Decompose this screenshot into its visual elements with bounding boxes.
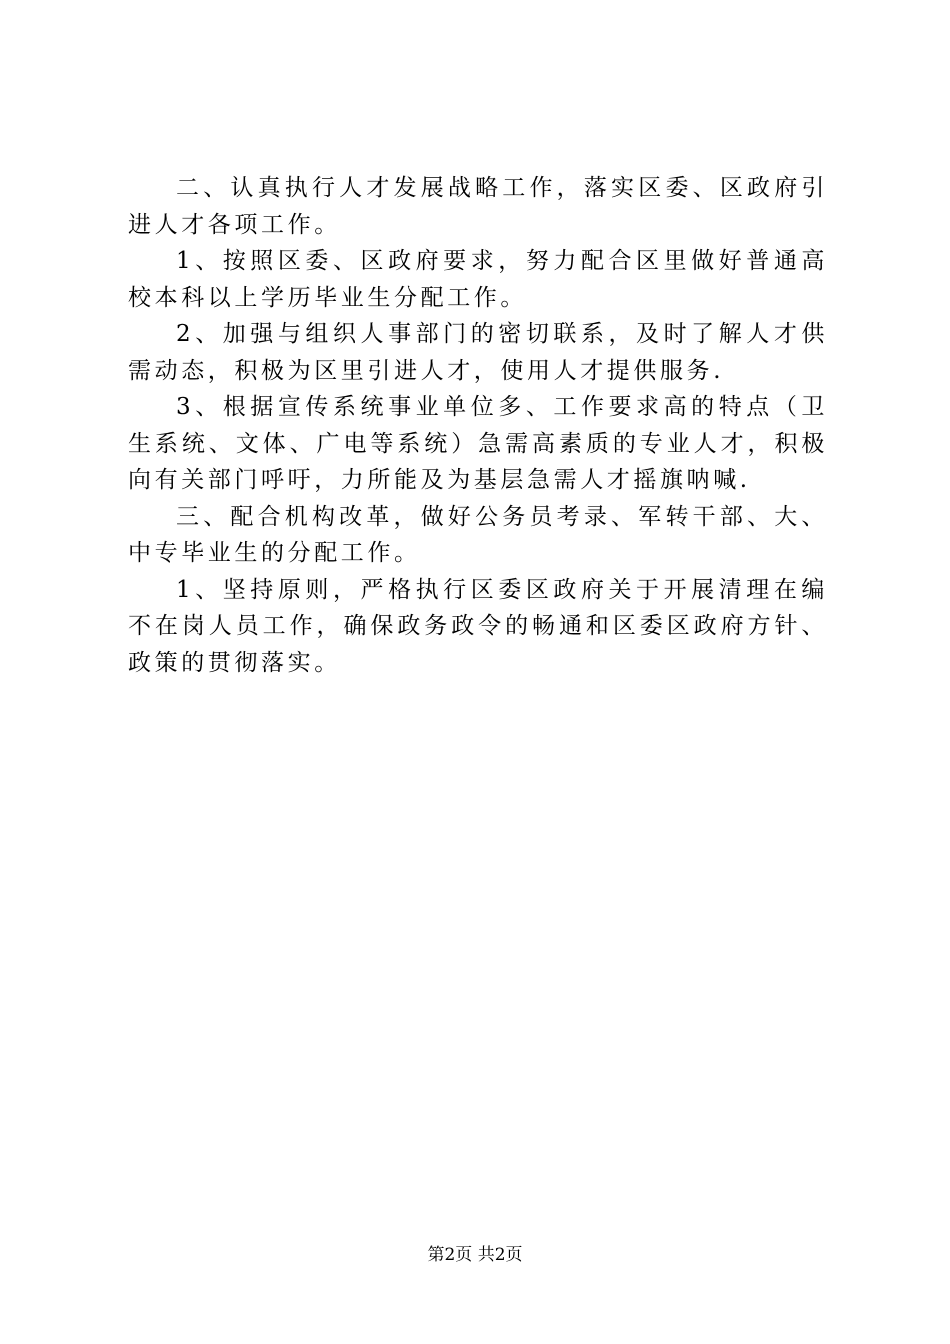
document-body: [128, 170, 828, 681]
paragraph-item-1b: 1、坚持原则，严格执行区委区政府关于开展清理在编不在岗人员工作，确保政务政令的畅通和区委区政府方针、政策的贯彻落实。: [128, 576, 828, 676]
paragraph-item-1: 1、按照区委、区政府要求，努力配合区里做好普通高校本科以上学历毕业生分配工作。: [128, 248, 828, 311]
paragraph-item-2: 2、加强与组织人事部门的密切联系，及时了解人才供需动态，积极为区里引进人才，使用人才提供服务.: [128, 321, 828, 384]
page-number-footer: 第2页 共2页: [427, 1245, 523, 1265]
section-two-heading: 二、认真执行人才发展战略工作，落实区委、区政府引进人才各项工作。: [128, 175, 828, 238]
paragraph-item-3: 3、根据宣传系统事业单位多、工作要求高的特点（卫生系统、文体、广电等系统）急需高素质的专业人才，积极向有关部门呼吁，力所能及为基层急需人才摇旗呐喊.: [128, 394, 828, 493]
section-three-heading: 三、配合机构改革，做好公务员考录、军转干部、大、中专毕业生的分配工作。: [128, 503, 828, 566]
